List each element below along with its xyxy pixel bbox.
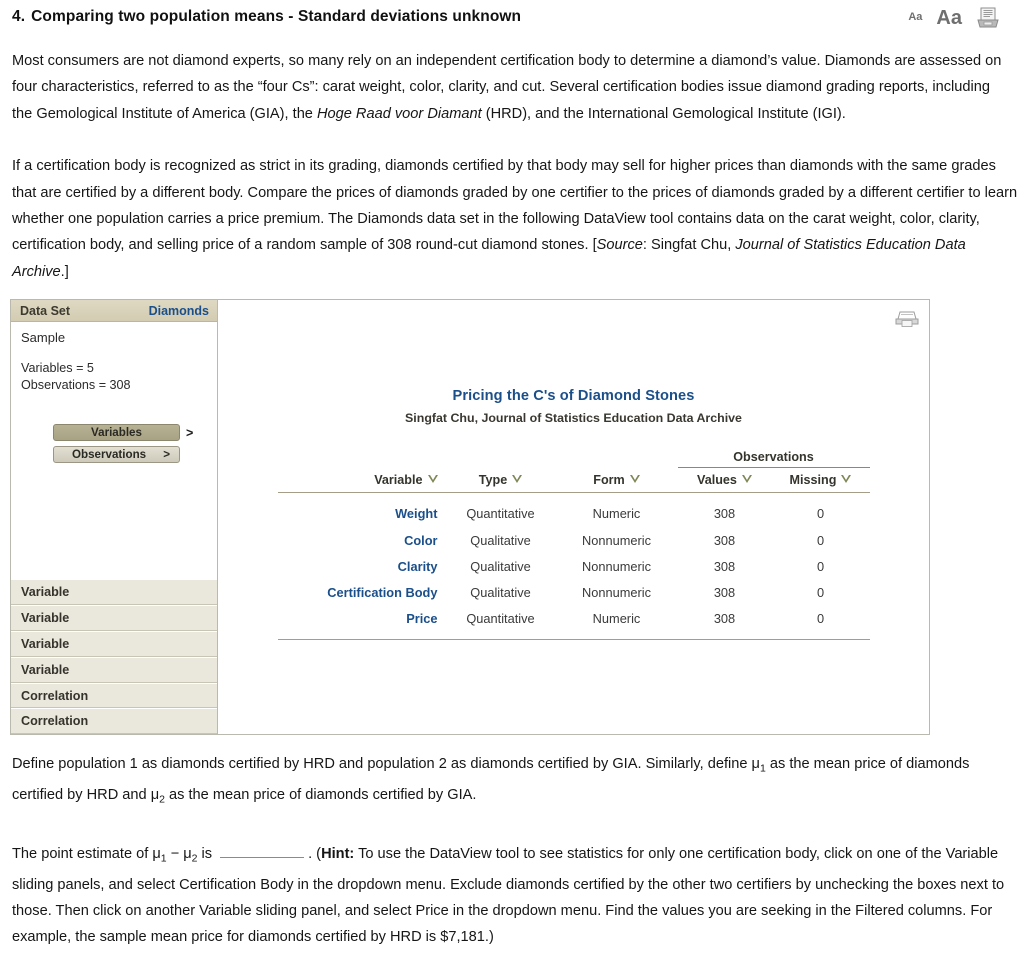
cell-variable[interactable]: Clarity: [397, 558, 438, 574]
column-header-variable-label: Variable: [374, 472, 423, 487]
sliding-panel-variable-2[interactable]: Variable: [11, 605, 217, 631]
cell-values: 308: [713, 558, 736, 574]
paragraph-definitions: [12, 751, 1002, 813]
group-spacer-variable: [278, 447, 446, 467]
sample-label: Sample: [21, 330, 66, 346]
cell-type: Quantitative: [466, 506, 535, 522]
hint-text: To use the DataView tool to see statistics for only one certification body, click on one of the Variable sliding panels, and select Certification Body in the dropdown menu. Exclude diamonds certified by the other two certifiers by unchecking the boxes next to those. Then click on another Variable sliding panel, and select Price in the dropdown menu. Find the values you are seeking in the Filtered columns. For example, the sample mean price for diamonds certified by HRD is $7,181.): [12, 845, 1005, 946]
paragraph-intro-text-b: (HRD), and the International Gemological Institute (IGI).: [481, 105, 846, 122]
cell-variable[interactable]: Color: [404, 532, 438, 548]
cell-form: Nonnumeric: [582, 584, 651, 600]
cell-values: 308: [713, 584, 736, 600]
cell-missing: 0: [816, 584, 825, 600]
question-title-text: Comparing two population means - Standard deviations unknown: [31, 8, 522, 25]
variables-table: [278, 447, 870, 640]
sliding-panel-variable-3[interactable]: Variable: [11, 631, 217, 657]
table-spacer: [278, 493, 870, 501]
column-header-form-label: Form: [593, 472, 625, 487]
cell-type: Qualitative: [470, 558, 531, 574]
cell-missing: 0: [816, 506, 825, 522]
cell-missing: 0: [816, 558, 825, 574]
mu-subscript-2: 2: [191, 852, 198, 865]
cell-type: Qualitative: [470, 532, 531, 548]
mu-subscript-1: 1: [759, 762, 766, 775]
data-set-header: [11, 300, 217, 322]
cell-missing: 0: [816, 532, 825, 548]
observations-button-row: [53, 446, 217, 463]
table-bottom-rule: [278, 640, 870, 641]
dataview-main-panel: [218, 300, 929, 734]
table-row[interactable]: [278, 606, 870, 632]
cell-variable[interactable]: Certification Body: [327, 584, 438, 600]
paragraph-question-text-d: . (: [308, 845, 322, 862]
chevron-down-icon[interactable]: [428, 475, 438, 483]
sliding-panel-variable-4[interactable]: Variable: [11, 657, 217, 683]
paragraph-setup-journal: Journal of Statistics Education Data Archive: [12, 237, 966, 280]
paragraph-question-text-a: The point estimate of μ: [12, 845, 161, 862]
sliding-panel-correlation-2[interactable]: Correlation: [11, 708, 217, 734]
column-header-form[interactable]: [556, 467, 678, 492]
cell-form: Numeric: [592, 506, 641, 522]
cell-form: Nonnumeric: [582, 558, 651, 574]
answer-blank[interactable]: [220, 845, 304, 858]
paragraph-setup-text-a: If a certification body is recognized as strict in its grading, diamonds certified by that body may sell for higher prices than diamonds with the same grades that are certified by a different body. Compare the prices of diamonds graded by one certifier to the prices of diamonds graded by a different certifier to learn whether one population carries a price premium. The Diamonds data set in the following DataView tool contains data on the carat weight, color, clarity, certification body, and selling price of a random sample of 308 round-cut diamond stones. [: [12, 158, 1018, 254]
sliding-panel-variable-1[interactable]: Variable: [11, 579, 217, 605]
column-header-missing-label: Missing: [789, 472, 837, 487]
observations-button-label: Observations: [72, 447, 147, 461]
sliding-panel-correlation-1[interactable]: Correlation: [11, 683, 217, 709]
observations-count: Observations = 308: [21, 378, 131, 393]
column-header-values-label: Values: [697, 472, 737, 487]
cell-variable[interactable]: Weight: [395, 506, 438, 522]
column-header-type[interactable]: [446, 467, 556, 492]
dataview-sidebar: [11, 300, 218, 734]
question-header: [0, 0, 1024, 34]
increase-font-size-button[interactable]: Aa: [936, 6, 962, 29]
paragraph-question-text-b: − μ: [166, 845, 192, 862]
table-group-header-row: [278, 447, 870, 467]
print-icon[interactable]: [976, 7, 1000, 28]
paragraph-setup: [12, 153, 1022, 285]
hint-label: Hint:: [321, 845, 355, 862]
paragraph-setup-text-c: .]: [60, 263, 69, 280]
table-row[interactable]: [278, 553, 870, 579]
slider-button-group: [11, 424, 217, 463]
table-row[interactable]: [278, 501, 870, 527]
observations-group-header: Observations: [678, 447, 870, 467]
dataview-tool[interactable]: [10, 299, 930, 735]
data-set-label: Data Set: [20, 303, 71, 318]
column-header-type-label: Type: [478, 472, 508, 487]
variables-button[interactable]: Variables: [53, 424, 180, 441]
column-header-missing[interactable]: [772, 467, 870, 492]
table-row[interactable]: [278, 527, 870, 553]
page-title: [12, 6, 521, 26]
paragraph-intro-italic: Hoge Raad voor Diamant: [316, 105, 482, 122]
cell-values: 308: [713, 506, 736, 522]
table-row[interactable]: [278, 579, 870, 605]
data-set-name: Diamonds: [148, 303, 209, 318]
sliding-panel-list: [11, 579, 217, 734]
dataview-title: Pricing the C's of Diamond Stones: [452, 388, 695, 405]
question-body: [0, 48, 1024, 285]
table-header-row: [278, 467, 870, 492]
cell-variable[interactable]: Price: [406, 611, 438, 627]
observations-expand-arrow-icon: >: [163, 447, 170, 461]
paragraph-intro-text-a: Most consumers are not diamond experts, so many rely on an independent certification body to determine a diamond’s value. Diamonds are assessed on four characteristics, referred to as the “four Cs”: carat weight, color, clarity, and cut. Several certification bodies issue diamond grading reports, including the Gemological Institute of America (GIA), the: [12, 53, 1002, 122]
group-spacer-form: [556, 447, 678, 467]
mu-subscript-2: 2: [159, 793, 165, 806]
cell-values: 308: [713, 532, 736, 548]
dataview-subtitle: Singfat Chu, Journal of Statistics Education Data Archive: [405, 411, 742, 426]
chevron-down-icon[interactable]: [841, 475, 851, 483]
cell-missing: 0: [816, 611, 825, 627]
question-number: 4.: [12, 8, 26, 25]
paragraph-question-text-c: is: [197, 845, 213, 862]
observations-button[interactable]: [53, 446, 180, 463]
dataview-print-icon[interactable]: [894, 308, 920, 328]
question-body-lower: [0, 751, 1024, 951]
cell-form: Numeric: [592, 611, 641, 627]
paragraph-definitions-text-b: as the mean price of diamonds certified by HRD and μ: [12, 756, 970, 804]
cell-values: 308: [713, 611, 736, 627]
chevron-down-icon[interactable]: [630, 475, 640, 483]
cell-type: Quantitative: [466, 611, 535, 627]
group-spacer-type: [446, 447, 556, 467]
data-set-summary: [11, 322, 217, 579]
column-header-values[interactable]: [678, 467, 772, 492]
chevron-down-icon[interactable]: [512, 475, 522, 483]
header-toolbar: [908, 6, 1010, 28]
column-header-variable[interactable]: [278, 467, 446, 492]
paragraph-setup-source-label: Source: [596, 237, 643, 254]
paragraph-definitions-text-a: Define population 1 as diamonds certified by HRD and population 2 as diamonds certified by GIA. Similarly, define μ: [12, 756, 760, 773]
variables-count: Variables = 5: [21, 361, 94, 376]
cell-type: Qualitative: [470, 584, 531, 600]
chevron-down-icon[interactable]: [742, 475, 752, 483]
mu-subscript-1: 1: [160, 852, 167, 865]
paragraph-setup-text-b: : Singfat Chu,: [642, 237, 736, 254]
table-spacer: [278, 632, 870, 640]
variables-expand-arrow-icon[interactable]: >: [186, 425, 194, 440]
paragraph-question: [12, 841, 1024, 951]
variables-button-row: [53, 424, 217, 441]
paragraph-definitions-text-c: as the mean price of diamonds certified by GIA.: [164, 787, 477, 804]
paragraph-intro: [12, 48, 1014, 127]
decrease-font-size-button[interactable]: Aa: [908, 11, 923, 23]
cell-form: Nonnumeric: [582, 532, 651, 548]
